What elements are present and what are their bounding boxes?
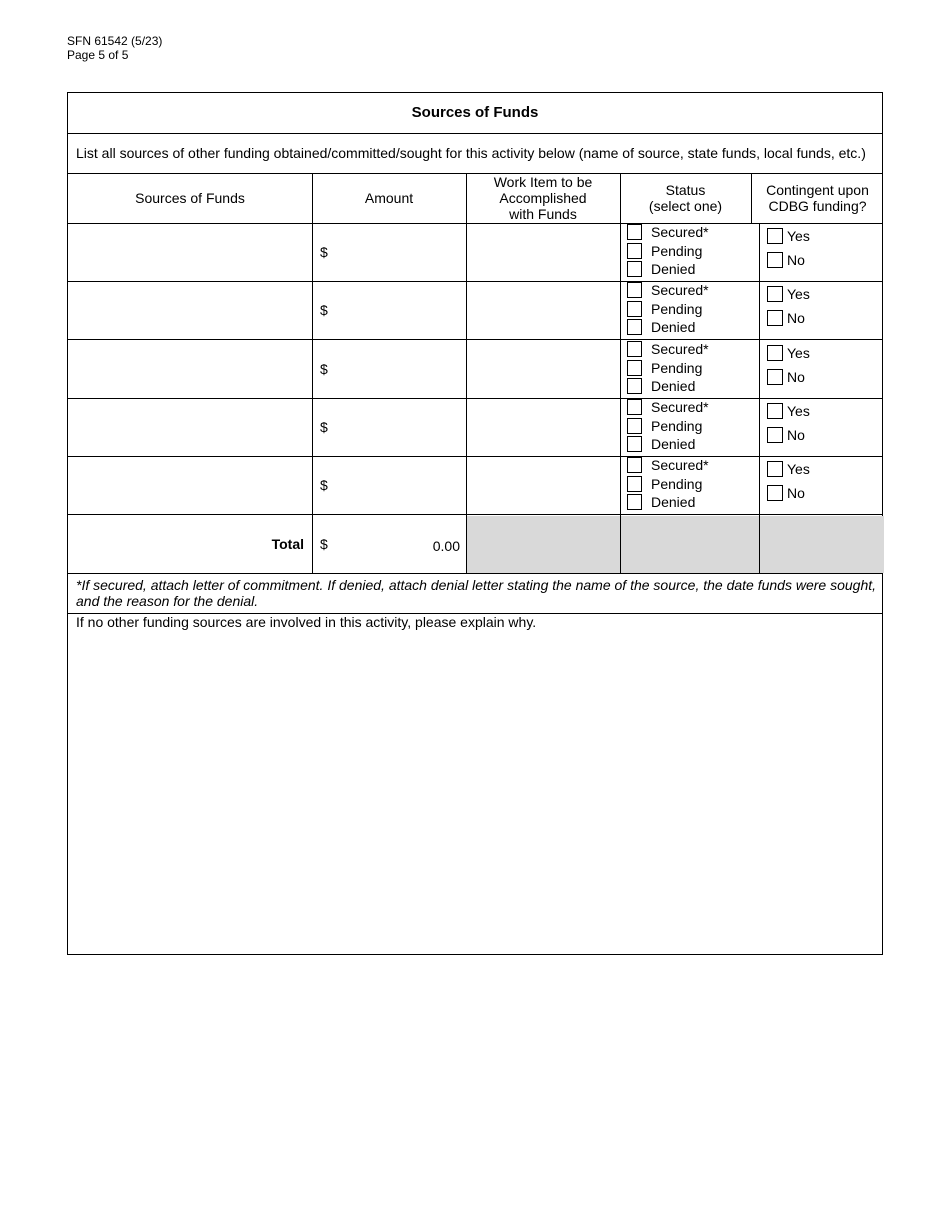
- status-secured-checkbox[interactable]: [627, 457, 642, 473]
- contingent-yes-checkbox[interactable]: [767, 286, 783, 302]
- contingent-yes-checkbox[interactable]: [767, 345, 783, 361]
- source-name-field[interactable]: [72, 344, 308, 394]
- contingent-no-label: No: [787, 310, 805, 326]
- col-header-contingent: Contingent upon CDBG funding?: [766, 182, 869, 214]
- form-header: [67, 34, 162, 62]
- contingent-no-checkbox[interactable]: [767, 485, 783, 501]
- contingent-yes-label: Yes: [787, 228, 810, 244]
- column-line: [759, 223, 760, 573]
- total-amount: 0.00: [432, 538, 460, 554]
- contingent-no-label: No: [787, 252, 805, 268]
- status-secured-label: Secured*: [651, 457, 709, 473]
- amount-field[interactable]: [332, 460, 462, 510]
- status-pending-checkbox[interactable]: [627, 476, 642, 492]
- footnote: *If secured, attach letter of commitment. If denied, attach denial letter stating the name of the source, the date funds were sought, and the reason for the denial.: [76, 577, 877, 609]
- status-secured-checkbox[interactable]: [627, 399, 642, 415]
- contingent-no-label: No: [787, 427, 805, 443]
- status-secured-label: Secured*: [651, 282, 709, 298]
- status-secured-checkbox[interactable]: [627, 341, 642, 357]
- status-secured-checkbox[interactable]: [627, 224, 642, 240]
- amount-currency: $: [320, 302, 328, 318]
- contingent-no-checkbox[interactable]: [767, 427, 783, 443]
- status-denied-label: Denied: [651, 378, 696, 394]
- contingent-yes-label: Yes: [787, 461, 810, 477]
- section-title: Sources of Funds: [411, 104, 539, 121]
- status-pending-label: Pending: [651, 418, 703, 434]
- explain-prompt: If no other funding sources are involved in this activity, please explain why.: [76, 614, 537, 630]
- contingent-yes-checkbox[interactable]: [767, 228, 783, 244]
- status-denied-checkbox[interactable]: [627, 436, 642, 452]
- source-name-field[interactable]: [72, 460, 308, 510]
- contingent-yes-checkbox[interactable]: [767, 461, 783, 477]
- page-number: Page 5 of 5: [67, 48, 129, 62]
- column-line: [751, 173, 752, 223]
- amount-field[interactable]: [332, 227, 462, 277]
- amount-currency: $: [320, 477, 328, 493]
- status-secured-label: Secured*: [651, 224, 709, 240]
- work-item-field[interactable]: [470, 227, 616, 277]
- amount-field[interactable]: [332, 402, 462, 452]
- col-header-status: Status (select one): [648, 182, 723, 214]
- status-pending-checkbox[interactable]: [627, 301, 642, 317]
- status-denied-checkbox[interactable]: [627, 319, 642, 335]
- work-item-field[interactable]: [470, 344, 616, 394]
- total-currency: $: [320, 536, 328, 552]
- status-denied-checkbox[interactable]: [627, 378, 642, 394]
- column-line: [466, 173, 467, 573]
- status-pending-checkbox[interactable]: [627, 360, 642, 376]
- col-header-work-item: Work Item to be Accomplished with Funds: [493, 174, 593, 222]
- status-pending-label: Pending: [651, 476, 703, 492]
- contingent-yes-label: Yes: [787, 345, 810, 361]
- status-secured-label: Secured*: [651, 399, 709, 415]
- contingent-yes-checkbox[interactable]: [767, 403, 783, 419]
- contingent-yes-label: Yes: [787, 403, 810, 419]
- total-shaded-area: [466, 516, 884, 573]
- status-pending-label: Pending: [651, 243, 703, 259]
- amount-field[interactable]: [332, 285, 462, 335]
- source-name-field[interactable]: [72, 227, 308, 277]
- contingent-no-checkbox[interactable]: [767, 369, 783, 385]
- status-denied-checkbox[interactable]: [627, 494, 642, 510]
- work-item-field[interactable]: [470, 402, 616, 452]
- status-denied-label: Denied: [651, 494, 696, 510]
- status-denied-label: Denied: [651, 436, 696, 452]
- status-pending-checkbox[interactable]: [627, 418, 642, 434]
- status-secured-label: Secured*: [651, 341, 709, 357]
- source-name-field[interactable]: [72, 402, 308, 452]
- status-pending-checkbox[interactable]: [627, 243, 642, 259]
- instructions: List all sources of other funding obtained/committed/sought for this activity below (name of source, state funds, local funds, etc.): [76, 145, 866, 161]
- column-line: [620, 173, 621, 573]
- col-header-amount: Amount: [364, 190, 414, 206]
- sources-of-funds-section: [67, 92, 883, 955]
- column-line: [312, 173, 313, 573]
- work-item-field[interactable]: [470, 460, 616, 510]
- status-secured-checkbox[interactable]: [627, 282, 642, 298]
- total-label: Total: [271, 536, 304, 552]
- contingent-no-checkbox[interactable]: [767, 310, 783, 326]
- contingent-no-label: No: [787, 485, 805, 501]
- status-denied-label: Denied: [651, 261, 696, 277]
- contingent-no-checkbox[interactable]: [767, 252, 783, 268]
- amount-currency: $: [320, 361, 328, 377]
- source-name-field[interactable]: [72, 285, 308, 335]
- divider: [68, 573, 882, 574]
- amount-currency: $: [320, 244, 328, 260]
- status-pending-label: Pending: [651, 301, 703, 317]
- form-number: SFN 61542 (5/23): [67, 34, 163, 48]
- amount-field[interactable]: [332, 344, 462, 394]
- work-item-field[interactable]: [470, 285, 616, 335]
- contingent-yes-label: Yes: [787, 286, 810, 302]
- amount-currency: $: [320, 419, 328, 435]
- contingent-no-label: No: [787, 369, 805, 385]
- divider: [68, 133, 882, 134]
- status-pending-label: Pending: [651, 360, 703, 376]
- status-denied-label: Denied: [651, 319, 696, 335]
- col-header-source: Sources of Funds: [135, 190, 245, 206]
- explanation-field[interactable]: [72, 633, 878, 949]
- status-denied-checkbox[interactable]: [627, 261, 642, 277]
